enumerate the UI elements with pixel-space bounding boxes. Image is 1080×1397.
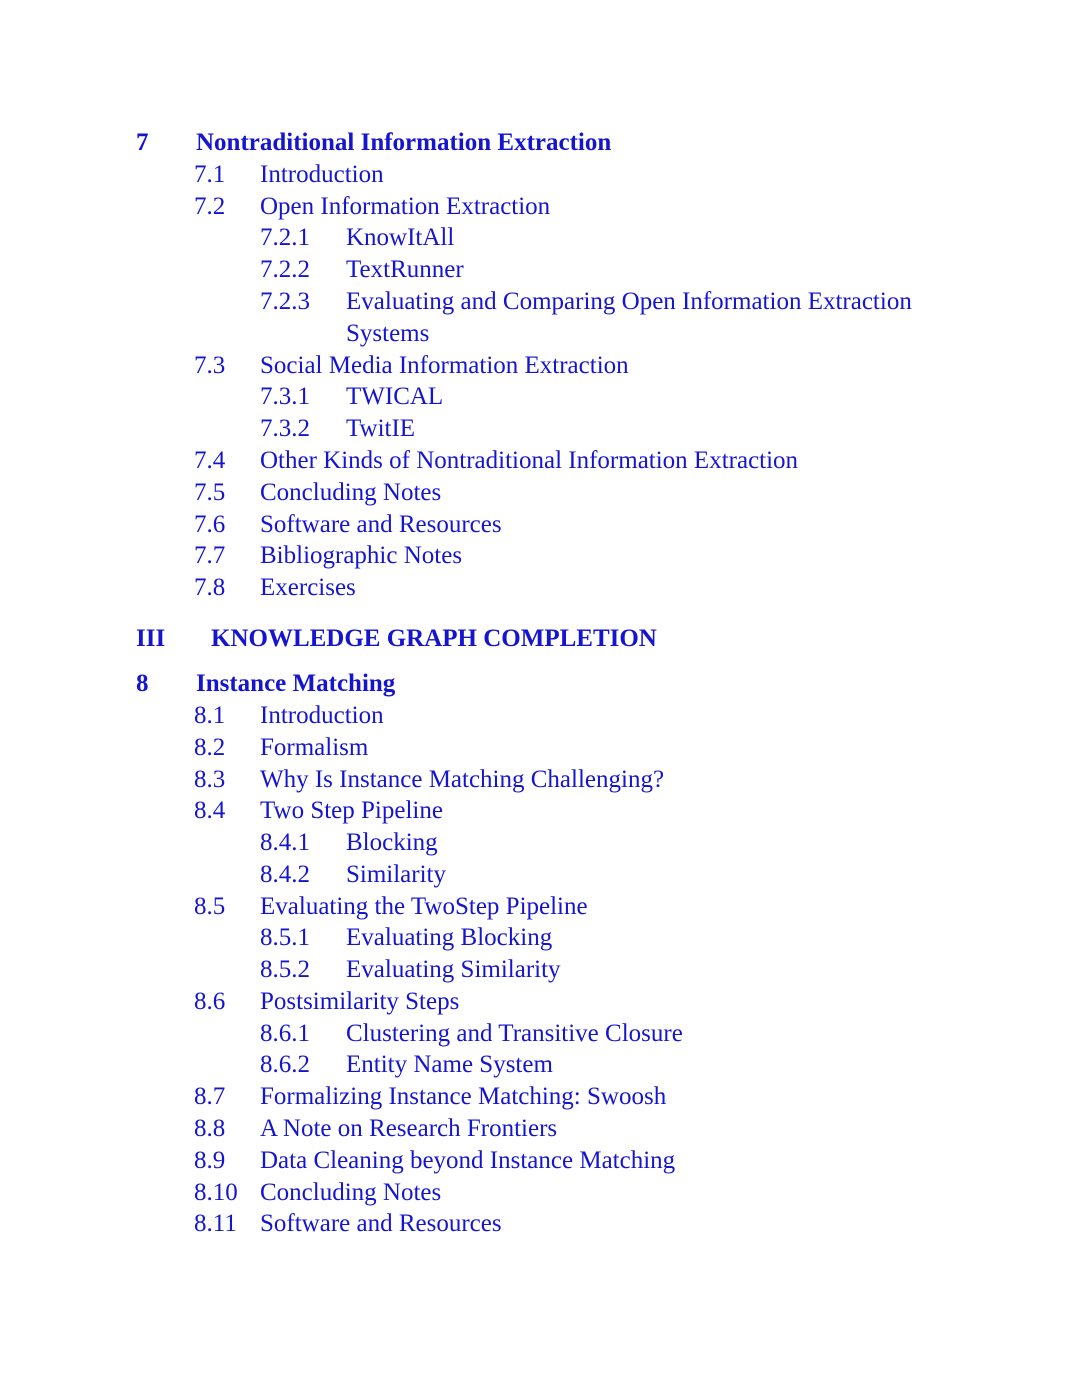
section-number: 8.2 bbox=[194, 734, 226, 761]
section-number: 8.5 bbox=[194, 893, 226, 920]
subsection-number: 7.2.3 bbox=[260, 288, 310, 315]
section-number: 7.1 bbox=[194, 161, 226, 188]
subsection-number: 7.2.1 bbox=[260, 224, 310, 251]
section-number: 8.6 bbox=[194, 988, 226, 1015]
section-title: Evaluating the TwoStep Pipeline bbox=[260, 893, 588, 920]
section-number: 8.3 bbox=[194, 766, 226, 793]
part-number: III bbox=[136, 625, 166, 652]
section-title: Open Information Extraction bbox=[260, 193, 551, 220]
section-number: 7.8 bbox=[194, 574, 226, 601]
section-title: Two Step Pipeline bbox=[260, 797, 443, 824]
section-title: Concluding Notes bbox=[260, 1179, 442, 1206]
subsection-number: 7.3.2 bbox=[260, 415, 310, 442]
subsection-title: TWICAL bbox=[346, 383, 444, 410]
subsection-title: KnowItAll bbox=[346, 224, 455, 251]
section-title: Data Cleaning beyond Instance Matching bbox=[260, 1147, 676, 1174]
subsection-number: 8.5.1 bbox=[260, 924, 310, 951]
chapter-title: Instance Matching bbox=[196, 670, 396, 697]
section-number: 8.7 bbox=[194, 1083, 226, 1110]
section-title: Introduction bbox=[260, 161, 384, 188]
section-title: Software and Resources bbox=[260, 511, 502, 538]
subsection-number: 8.4.2 bbox=[260, 861, 310, 888]
section-title: Exercises bbox=[260, 574, 356, 601]
chapter-number: 7 bbox=[136, 129, 149, 156]
subsection-title-continuation: Systems bbox=[346, 320, 430, 347]
part-title: KNOWLEDGE GRAPH COMPLETION bbox=[211, 625, 657, 652]
subsection-title: Blocking bbox=[346, 829, 438, 856]
section-title: Why Is Instance Matching Challenging? bbox=[260, 766, 665, 793]
section-title: Bibliographic Notes bbox=[260, 542, 463, 569]
section-number: 7.2 bbox=[194, 193, 226, 220]
section-number: 8.11 bbox=[194, 1210, 237, 1237]
subsection-title: TextRunner bbox=[346, 256, 464, 283]
chapter-number: 8 bbox=[136, 670, 149, 697]
subsection-number: 7.3.1 bbox=[260, 383, 310, 410]
subsection-title: TwitIE bbox=[346, 415, 416, 442]
subsection-number: 8.4.1 bbox=[260, 829, 310, 856]
section-title: Concluding Notes bbox=[260, 479, 442, 506]
section-title: Formalizing Instance Matching: Swoosh bbox=[260, 1083, 667, 1110]
subsection-number: 8.6.1 bbox=[260, 1020, 310, 1047]
section-number: 8.10 bbox=[194, 1179, 238, 1206]
section-number: 8.9 bbox=[194, 1147, 226, 1174]
subsection-number: 8.5.2 bbox=[260, 956, 310, 983]
subsection-title: Similarity bbox=[346, 861, 446, 888]
section-number: 7.3 bbox=[194, 352, 226, 379]
section-title: Software and Resources bbox=[260, 1210, 502, 1237]
section-title: Formalism bbox=[260, 734, 369, 761]
section-title: Postsimilarity Steps bbox=[260, 988, 460, 1015]
subsection-title: Entity Name System bbox=[346, 1051, 553, 1078]
subsection-number: 7.2.2 bbox=[260, 256, 310, 283]
subsection-number: 8.6.2 bbox=[260, 1051, 310, 1078]
section-title: Other Kinds of Nontraditional Information Extraction bbox=[260, 447, 799, 474]
subsection-title: Evaluating and Comparing Open Information Extraction bbox=[346, 288, 912, 315]
section-number: 7.4 bbox=[194, 447, 226, 474]
section-number: 8.8 bbox=[194, 1115, 226, 1142]
section-title: A Note on Research Frontiers bbox=[260, 1115, 558, 1142]
section-number: 8.1 bbox=[194, 702, 226, 729]
subsection-title: Clustering and Transitive Closure bbox=[346, 1020, 683, 1047]
section-number: 8.4 bbox=[194, 797, 226, 824]
section-number: 7.7 bbox=[194, 542, 226, 569]
subsection-title: Evaluating Similarity bbox=[346, 956, 561, 983]
subsection-title: Evaluating Blocking bbox=[346, 924, 553, 951]
section-title: Social Media Information Extraction bbox=[260, 352, 629, 379]
chapter-title: Nontraditional Information Extraction bbox=[196, 129, 612, 156]
section-number: 7.5 bbox=[194, 479, 226, 506]
section-number: 7.6 bbox=[194, 511, 226, 538]
section-title: Introduction bbox=[260, 702, 384, 729]
